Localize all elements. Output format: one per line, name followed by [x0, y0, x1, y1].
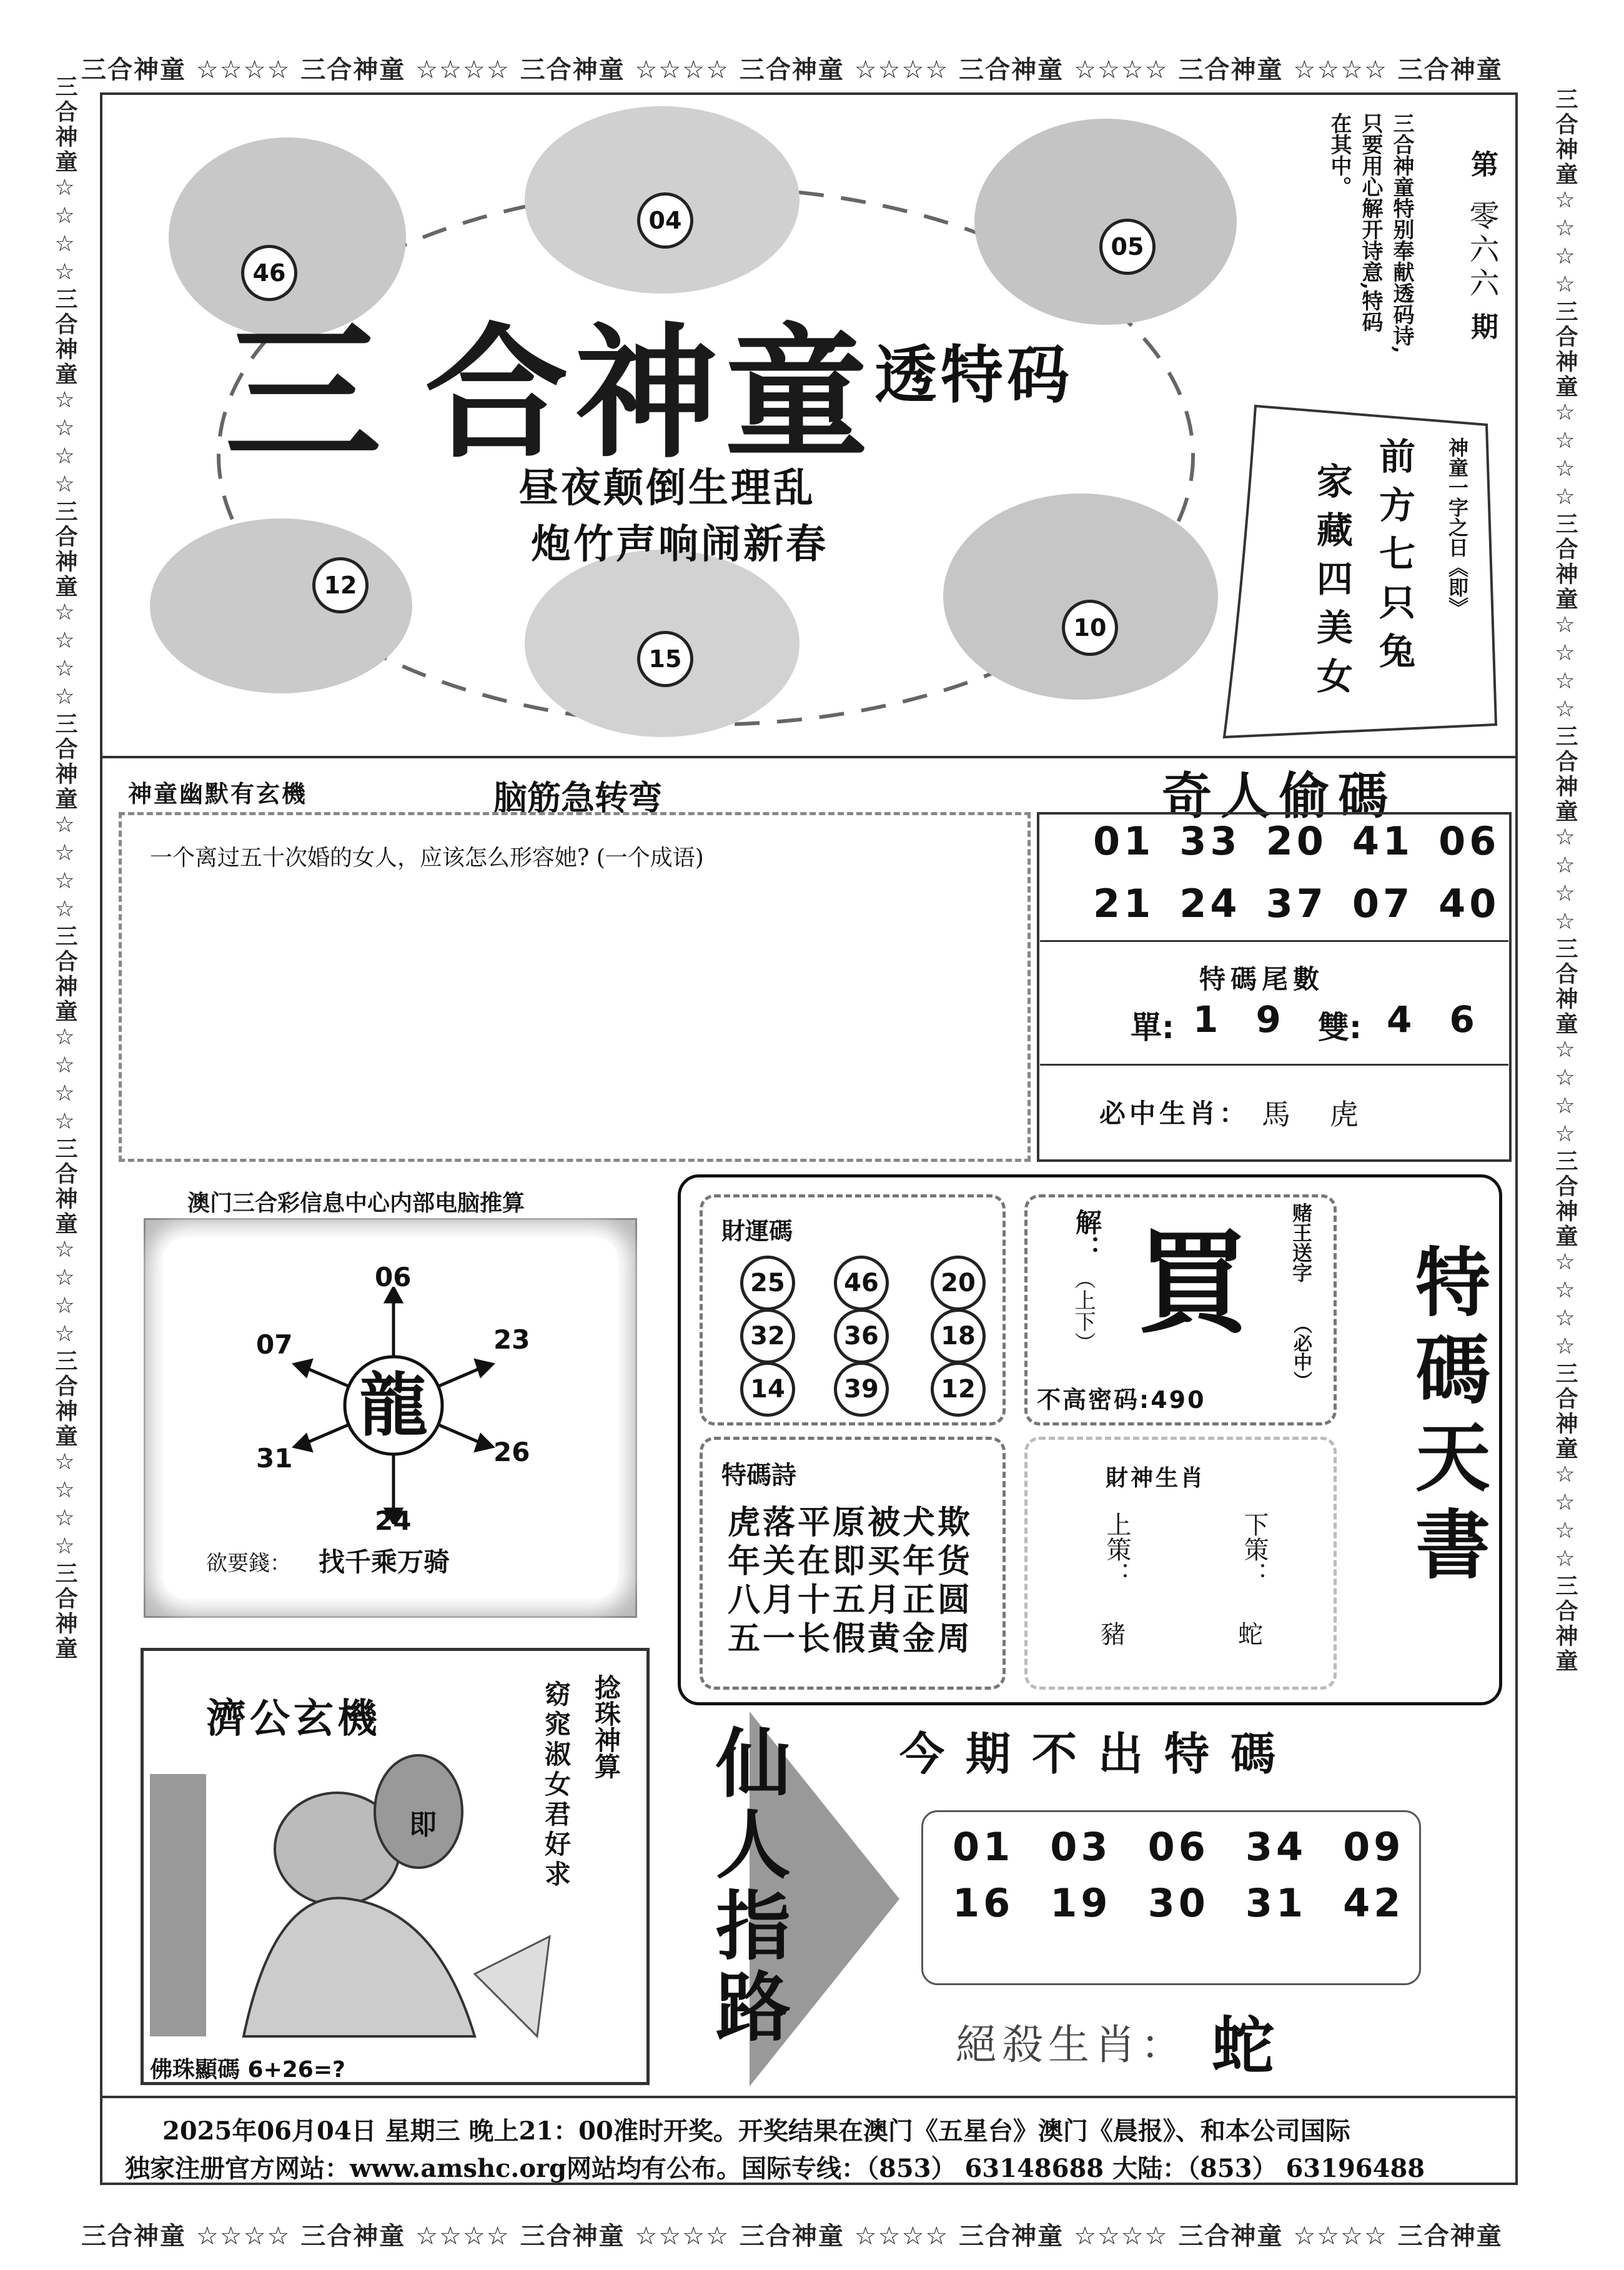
caiyun-ball: 46: [834, 1256, 889, 1311]
xianren-num: 06: [1147, 1824, 1209, 1870]
dragon-caption: 澳门三合彩信息中心内部电脑推算: [187, 1190, 525, 1216]
jie-paren: （上下）: [1071, 1268, 1096, 1353]
xianren-row-1: [953, 1824, 1404, 1870]
jie-side-2: （必中）: [1290, 1315, 1312, 1390]
caiyun-ball: 25: [740, 1256, 795, 1311]
title-prefix: 三: [225, 302, 381, 485]
qiren-num: 21: [1093, 881, 1155, 926]
title-main: 合神童: [425, 309, 875, 478]
xianren-num: 03: [1050, 1824, 1112, 1870]
riddle-line-1: 前方七只兔: [1373, 437, 1415, 681]
qiren-row-1: [1093, 818, 1500, 864]
zodiac-value: 馬 虎: [1262, 1098, 1374, 1131]
double-label: 雙:: [1318, 1009, 1362, 1046]
xianren-num: 30: [1147, 1880, 1209, 1926]
jigong-monk-figure: [150, 1749, 562, 2049]
qiren-num: 40: [1438, 881, 1500, 926]
xianren-row-2: [953, 1880, 1404, 1926]
xianren-num: 09: [1343, 1824, 1405, 1870]
riddle-heading: 神童一字之日《即》: [1445, 437, 1469, 617]
xianren-num: 19: [1050, 1880, 1112, 1926]
issue-label-2: 期: [1466, 312, 1498, 340]
qiren-num: 24: [1179, 881, 1241, 926]
border-left-text: 三合神童☆☆☆☆三合神童☆☆☆☆三合神童☆☆☆☆三合神童☆☆☆☆三合神童☆☆☆☆三合神童☆☆☆☆三合神童☆☆☆☆三合神童: [52, 75, 77, 1662]
header-ball-4: 12: [312, 557, 369, 613]
jigong-title: 濟公玄機: [206, 1695, 381, 1742]
brain-title: 脑筋急转弯: [493, 778, 662, 818]
border-top-text: 三合神童 ☆☆☆☆ 三合神童 ☆☆☆☆ 三合神童 ☆☆☆☆ 三合神童 ☆☆☆☆ 三合神童 ☆☆☆☆ 三合神童 ☆☆☆☆ 三合神童: [81, 56, 1503, 84]
caishen-upper-value: 豬: [1101, 1620, 1126, 1649]
title-sub: 透特码: [874, 338, 1073, 412]
poem-lines: [728, 1496, 973, 1658]
caiyun-ball: 20: [931, 1256, 986, 1311]
caiyun-ball: 36: [834, 1309, 889, 1364]
jigong-bead-formula: 佛珠顯碼 6+26=?: [150, 2057, 345, 2083]
caishen-lower-label: 下策：: [1240, 1512, 1269, 1587]
border-right-text: 三合神童☆☆☆☆三合神童☆☆☆☆三合神童☆☆☆☆三合神童☆☆☆☆三合神童☆☆☆☆三合神童☆☆☆☆三合神童☆☆☆☆三合神童: [1552, 87, 1578, 1674]
dragon-num-top: 06: [375, 1262, 412, 1292]
caiyun-ball: 18: [931, 1309, 986, 1364]
poem-line: 年关在即买年货: [728, 1542, 973, 1580]
xianren-title: 仙人指路: [703, 1724, 791, 2049]
qiren-num: 06: [1438, 818, 1500, 864]
brain-question: 一个离过五十次婚的女人，应该怎么形容她? (一个成语): [150, 845, 704, 871]
dragon-center: 龍: [359, 1365, 428, 1445]
poem-line: 八月十五月正圆: [728, 1581, 973, 1619]
single-value: 1 9: [1193, 998, 1294, 1041]
dragon-num-upper-right: 23: [493, 1324, 530, 1355]
qiren-divider-2: [1040, 1064, 1508, 1066]
child-with-fish-lower-figure: [150, 518, 412, 693]
caiyun-ball: 32: [740, 1309, 795, 1364]
dragon-num-bottom: 24: [375, 1505, 412, 1536]
xianren-num: 01: [953, 1824, 1014, 1870]
caiyun-ball: 39: [834, 1362, 889, 1417]
qiren-num: 37: [1265, 881, 1327, 926]
jie-side-1: 赌王送字: [1289, 1202, 1313, 1282]
jie-secret: 不高密码:490: [1037, 1386, 1206, 1414]
double-value: 4 6: [1387, 998, 1487, 1041]
qiren-row-2: [1093, 881, 1500, 926]
qiren-num: 01: [1093, 818, 1155, 864]
xianren-num: 42: [1343, 1880, 1405, 1926]
intro-text-1: 三合神童特别奉献透码诗,: [1389, 112, 1414, 354]
riddle-line-2: 家藏四美女: [1310, 462, 1353, 706]
dragon-num-lower-right: 26: [493, 1437, 530, 1467]
kill-label: 絕殺生肖：: [956, 2021, 1187, 2069]
qiren-num: 20: [1265, 818, 1327, 864]
slogan-1: 昼夜颠倒生理乱: [518, 465, 816, 512]
divider-footer: [101, 2096, 1517, 2098]
poem-title: 特碼詩: [721, 1461, 796, 1490]
caishen-lower-value: 蛇: [1238, 1620, 1263, 1649]
xianren-num: 16: [953, 1880, 1014, 1926]
jigong-side-title: 捻珠神算: [591, 1674, 621, 1779]
jie-label: 解：: [1072, 1209, 1102, 1261]
header-ball-2: 04: [637, 192, 693, 249]
xianren-num: 34: [1245, 1824, 1307, 1870]
border-bottom-text: 三合神童 ☆☆☆☆ 三合神童 ☆☆☆☆ 三合神童 ☆☆☆☆ 三合神童 ☆☆☆☆ 三合神童 ☆☆☆☆ 三合神童 ☆☆☆☆ 三合神童: [81, 2222, 1503, 2251]
child-with-carp-figure: [974, 119, 1237, 325]
poem-line: 虎落平原被犬欺: [728, 1504, 973, 1542]
single-label: 單:: [1131, 1009, 1174, 1046]
footer-line-2: 独家注册官方网站：www.amshc.org网站均有公布。国际专线：（853） 63148688 大陆：（853） 63196488: [125, 2154, 1425, 2183]
qiren-divider-1: [1040, 940, 1508, 942]
jie-char: 買: [1137, 1217, 1250, 1349]
caiyun-title: 財運碼: [721, 1217, 793, 1245]
brain-label: 神童幽默有玄機: [128, 780, 308, 808]
footer-line-1: 2025年06月04日 星期三 晚上21：00准时开奖。开奖结果在澳门《五星台》澳门《晨报》、和本公司国际: [162, 2116, 1350, 2146]
qiren-num: 33: [1179, 818, 1241, 864]
qiren-title: 奇人偷碼: [1162, 766, 1397, 825]
xianren-num: 31: [1245, 1880, 1307, 1926]
poem-line: 五一长假黄金周: [728, 1620, 973, 1658]
jigong-poem: 窈窕淑女君好求: [541, 1680, 572, 1890]
dragon-money-label: 欲要錢：: [206, 1551, 291, 1576]
kill-value: 蛇: [1212, 2009, 1274, 2083]
child-with-flowers-figure: [943, 493, 1218, 700]
header-ball-6: 10: [1062, 600, 1118, 656]
intro-text-2: 只要用心解开诗意,特码: [1358, 112, 1383, 332]
qiren-num: 07: [1352, 881, 1414, 926]
dragon-num-lower-left: 31: [256, 1443, 293, 1474]
slogan-2: 炮竹声响闹新春: [531, 521, 828, 568]
jigong-fan-char: 即: [409, 1809, 437, 1841]
qiren-num: 41: [1352, 818, 1414, 864]
header-ball-5: 15: [637, 631, 693, 687]
tianshu-title: 特碼天書: [1403, 1243, 1491, 1593]
zodiac-label: 必中生肖：: [1099, 1098, 1250, 1129]
header-ball-3: 05: [1099, 219, 1156, 275]
caishen-title: 財神生肖: [1106, 1465, 1206, 1491]
issue-label-1: 第: [1466, 150, 1498, 177]
no-special-title: 今期不出特碼: [899, 1727, 1297, 1780]
caiyun-ball: 14: [740, 1362, 795, 1417]
caiyun-ball: 12: [931, 1362, 986, 1417]
dragon-money-value: 找千乘万骑: [319, 1547, 450, 1577]
header-ball-1: 46: [241, 245, 297, 301]
issue-number: 零六六: [1464, 200, 1499, 301]
dragon-num-upper-left: 07: [256, 1329, 293, 1360]
intro-text-3: 在其中。: [1327, 112, 1352, 197]
tail-title: 特碼尾數: [1199, 964, 1325, 994]
caishen-upper-label: 上策：: [1102, 1512, 1131, 1587]
